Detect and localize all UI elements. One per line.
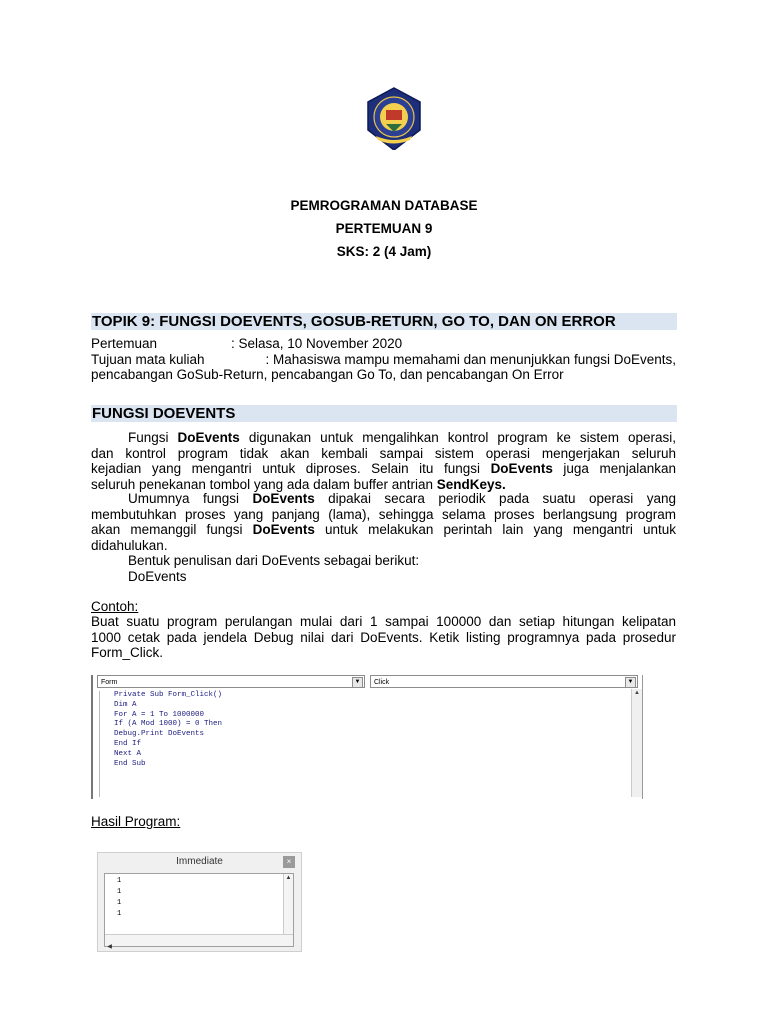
tujuan-label: Tujuan mata kuliah: [91, 351, 205, 367]
paragraph-line: membutuhkan proses yang panjang (lama), sehingga selama proses berlangsung program: [91, 506, 676, 522]
text-run: Umumnya fungsi: [128, 491, 253, 506]
chevron-down-icon[interactable]: ▼: [625, 677, 636, 688]
pertemuan-value: : Selasa, 10 November 2020: [231, 336, 403, 351]
text-run: Fungsi: [128, 430, 178, 445]
text-run: digunakan untuk mengalihkan kontrol program ke sistem operasi,: [239, 430, 676, 445]
paragraph-line: 1000 cetak pada jendela Debug nilai dari DoEvents. Ketik listing programnya pada prosedur: [91, 629, 676, 645]
paragraph-line: didahulukan.: [91, 537, 168, 553]
paragraph-line: [91, 430, 676, 446]
scroll-left-arrow-icon[interactable]: ◀: [107, 944, 112, 950]
example-description: [91, 614, 676, 661]
text-run: juga menjalankan: [552, 461, 677, 476]
immediate-title: Immediate: [176, 856, 223, 867]
scroll-up-arrow-icon[interactable]: ▲: [634, 690, 640, 696]
tujuan-continued: pencabangan GoSub-Return, pencabangan Go To, dan pencabangan On Error: [91, 367, 564, 382]
code-line: If (A Mod 1000) = 0 Then: [114, 720, 223, 729]
code-line: End If: [114, 739, 142, 748]
keyword-doevents: DoEvents: [252, 491, 315, 506]
meta-info: [91, 336, 676, 383]
object-combo-value: Form: [101, 679, 118, 686]
code-vertical-scrollbar[interactable]: [631, 689, 642, 797]
output-lines: [105, 874, 293, 920]
code-line: Debug.Print DoEvents: [114, 730, 205, 739]
immediate-output[interactable]: [104, 873, 294, 950]
text-run: seluruh penekanan tombol yang ada dalam buffer antrian: [91, 476, 437, 492]
procedure-combo-value: Click: [374, 679, 390, 686]
keyword-doevents: DoEvents: [252, 522, 315, 537]
keyword-doevents: DoEvents: [490, 461, 553, 476]
text-run: akan memanggil fungsi: [91, 522, 253, 537]
code-line: Private Sub Form_Click(): [114, 691, 223, 699]
code-line: Dim A: [114, 700, 137, 709]
close-icon[interactable]: ×: [283, 856, 295, 868]
immediate-horizontal-scrollbar[interactable]: [105, 934, 293, 950]
university-logo-icon: [362, 86, 426, 150]
pertemuan-label: Pertemuan: [91, 336, 158, 351]
paragraph-line: [91, 477, 676, 493]
output-line: 1: [117, 899, 122, 907]
output-line: 1: [117, 888, 122, 896]
tujuan-row: [91, 352, 676, 368]
immediate-window: [97, 852, 302, 952]
code-line: Next A: [114, 749, 142, 758]
pertemuan-row: [91, 336, 676, 352]
paragraph-doevents-definition: [91, 430, 676, 492]
text-run: dipakai secara periodik pada suatu operasi yang: [314, 491, 676, 506]
tujuan-value: : Mahasiswa mampu memahami dan menunjukkan fungsi DoEvents,: [265, 351, 676, 367]
example-label: Contoh:: [91, 599, 139, 614]
paragraph-line: [91, 461, 676, 477]
vb-code-window: [91, 675, 643, 799]
output-line: 1: [117, 877, 122, 885]
procedure-combo[interactable]: [370, 675, 638, 688]
syntax-example: DoEvents: [128, 569, 187, 584]
paragraph-line: [91, 522, 676, 538]
paragraph-line: Form_Click.: [91, 645, 164, 660]
text-run: untuk melakukan perintah lain yang mengantri untuk: [314, 522, 676, 537]
topic-heading: TOPIK 9: FUNGSI DOEVENTS, GOSUB-RETURN, GO TO, DAN ON ERROR: [91, 313, 677, 330]
result-label: Hasil Program:: [91, 814, 181, 829]
meeting-number: PERTEMUAN 9: [335, 221, 433, 236]
keyword-doevents: DoEvents: [177, 430, 240, 445]
text-run: kejadian yang mengantri untuk diproses. Selain itu fungsi: [91, 461, 491, 476]
immediate-vertical-scrollbar[interactable]: [283, 874, 293, 934]
scroll-up-arrow-icon[interactable]: ▲: [285, 875, 292, 881]
code-line: End Sub: [114, 759, 146, 768]
chevron-down-icon[interactable]: ▼: [352, 677, 363, 688]
course-title: PEMROGRAMAN DATABASE: [290, 198, 478, 213]
code-editor[interactable]: [99, 691, 627, 797]
code-line: For A = 1 To 1000000: [114, 710, 205, 719]
section-heading: FUNGSI DOEVENTS: [91, 405, 677, 422]
keyword-sendkeys: SendKeys.: [436, 476, 506, 492]
paragraph-line: dan kontrol program tidak akan kembali sampai sistem operasi mengerjakan seluruh: [91, 445, 676, 461]
paragraph-doevents-usage: [91, 491, 676, 553]
paragraph-line: Buat suatu program perulangan mulai dari 1 sampai 100000 dan setiap hitungan kelipatan: [91, 614, 676, 629]
syntax-intro: Bentuk penulisan dari DoEvents sebagai berikut:: [128, 553, 420, 568]
credit-info: SKS: 2 (4 Jam): [336, 244, 432, 259]
paragraph-line: [91, 491, 676, 507]
object-combo[interactable]: [97, 675, 365, 688]
output-line: 1: [117, 910, 122, 918]
